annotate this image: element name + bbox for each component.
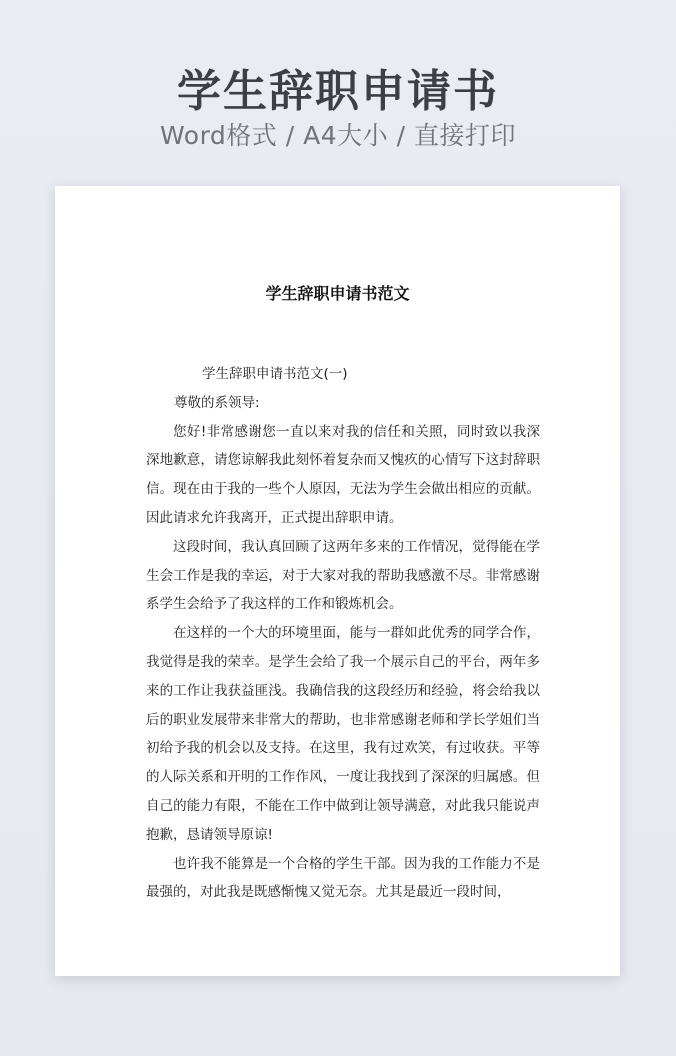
banner-subtitle: Word格式 / A4大小 / 直接打印 (160, 121, 516, 150)
salutation: 尊敬的系领导: (174, 394, 260, 411)
document-body (146, 360, 540, 907)
body-paragraph: 在这样的一个大的环境里面，能与一群如此优秀的同学合作，我觉得是我的荣幸。是学生会给了我一个展示自己的平台，两年多来的工作让我获益匪浅。我确信我的这段经历和经验，将会给我以后的职业发展带来非常大的帮助，也非常感谢老师和学长学姐们当初给予我的机会以及支持。在这里，我有过欢笑，有过收获。平等的人际关系和开明的工作作风，一度让我找到了深深的归属感。但自己的能力有限，不能在工作中做到让领导满意，对此我只能说声抱歉，恳请领导原谅! (146, 625, 540, 843)
body-paragraph: 这段时间，我认真回顾了这两年多来的工作情况，觉得能在学生会工作是我的幸运，对于大家对我的帮助我感激不尽。非常感谢系学生会给予了我这样的工作和锻炼机会。 (146, 538, 540, 613)
body-paragraph: 您好!非常感谢您一直以来对我的信任和关照，同时致以我深深地歉意，请您谅解我此刻怀着复杂而又愧疚的心情写下这封辞职信。现在由于我的一些个人原因，无法为学生会做出相应的贡献。因此请求允许我离开，正式提出辞职申请。 (146, 423, 540, 526)
document-page (55, 186, 620, 976)
banner-title: 学生辞职申请书 (177, 66, 499, 117)
section-heading: 学生辞职申请书范文(一) (202, 366, 348, 382)
body-paragraph: 也许我不能算是一个合格的学生干部。因为我的工作能力不是最强的，对此我是既感惭愧又觉无奈。尤其是最近一段时间， (146, 855, 540, 901)
document-title: 学生辞职申请书范文 (265, 284, 410, 303)
